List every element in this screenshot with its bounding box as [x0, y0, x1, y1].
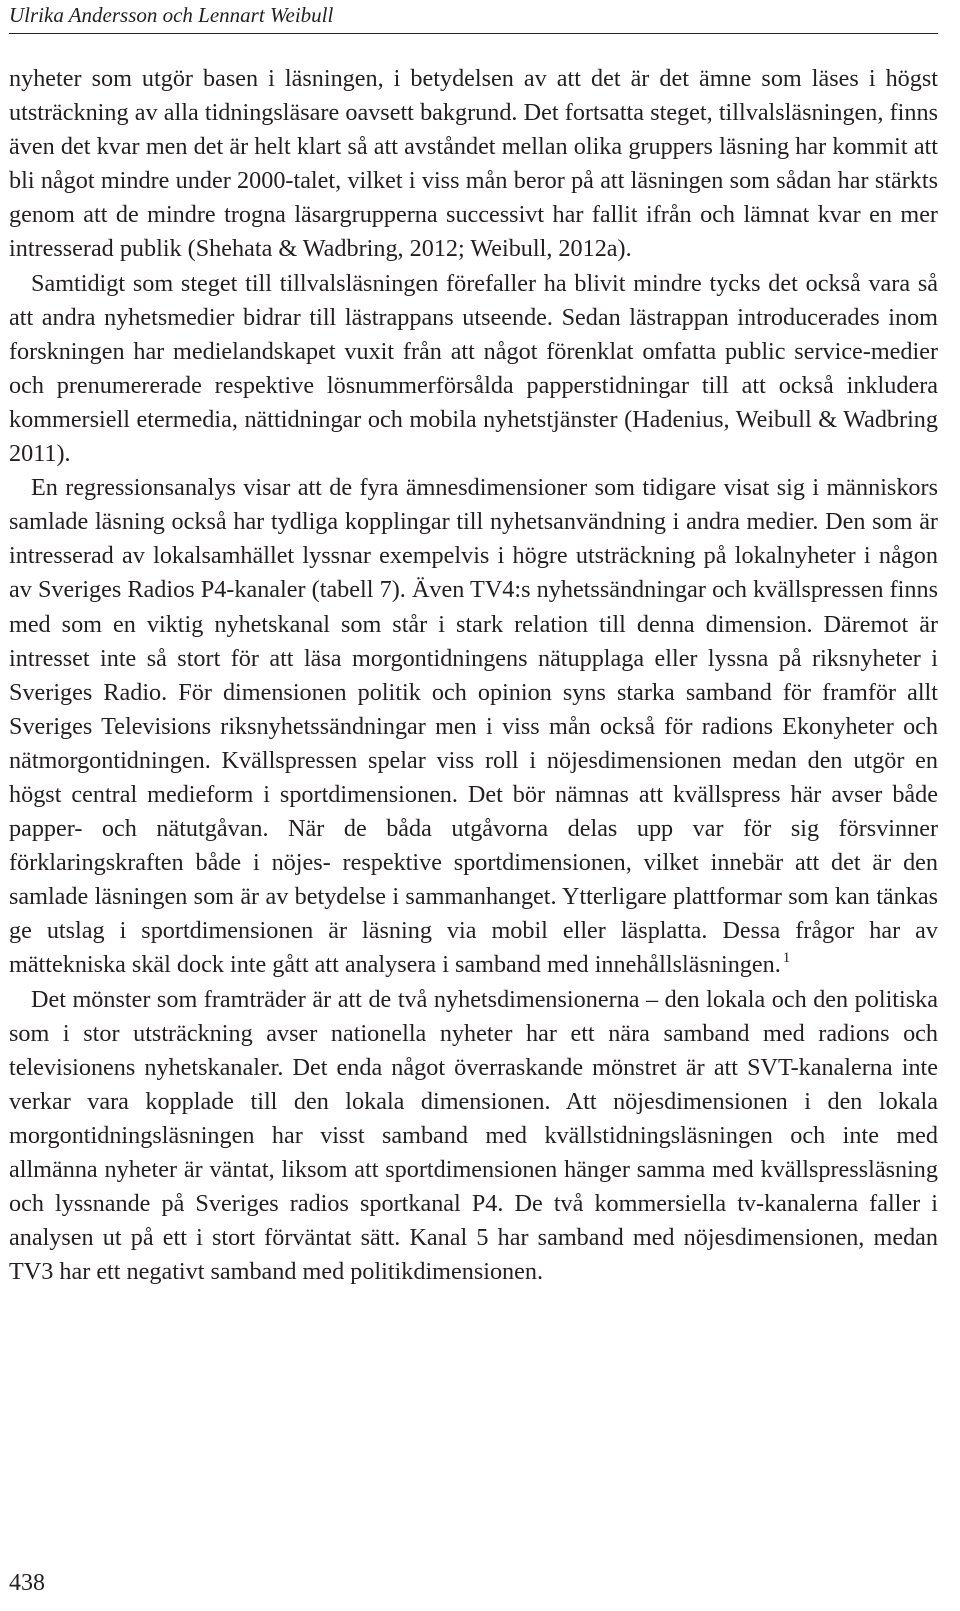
- header-rule: [9, 33, 938, 34]
- page-number: 438: [9, 1570, 45, 1596]
- paragraph-text: Det mönster som framträder är att de två nyhetsdimensionerna – den lokala och den politiska som i stor utsträckning avser nationella nyheter har ett nära samband med radions och televisionens nyhetskanaler. Det enda något överraskande mönstret är att SVT-kanalerna inte verkar vara kopplade till den lokala dimensionen. Att nöjesdimensionen i den lokala morgontidningsläsningen har visst samband med kvällstidningsläsningen och inte med allmänna nyheter är väntat, liksom att sportdimensionen hänger samma med kvällspressläsning och lyssnande på Sveriges radios sportkanal P4. De två kommersiella tv-kanalerna faller i analysen ut på ett i stort förväntat sätt. Kanal 5 har samband med nöjesdimensionen, medan TV3 har ett negativt samband med politikdimensionen.: [9, 985, 938, 1286]
- paragraph-regression-analysis: [9, 471, 938, 982]
- paragraph-continued: [9, 62, 938, 267]
- paragraph-text: nyheter som utgör basen i läsningen, i betydelsen av att det är det ämne som läses i högst utsträckning av alla tidningsläsare oavsett bakgrund. Det fortsatta steget, tillvalsläsningen, finns även det kvar men det är helt klart så att avståndet mellan olika gruppers läsning har kommit att bli något mindre under 2000-talet, vilket i viss mån beror på att läsningen som sådan har stärkts genom att de mindre trogna läsargrupperna successivt har fallit ifrån och lämnat kvar en mer intresserad publik (Shehata & Wadbring, 2012; Weibull, 2012a).: [9, 65, 938, 263]
- paragraph-text: Samtidigt som steget till tillvalsläsningen förefaller ha blivit mindre tycks det också vara så att andra nyhetsmedier bidrar till lästrappans utseende. Sedan lästrappan introducerades inom forskningen har medielandskapet vuxit från att något förenklat omfatta public service-medier och prenumererade respektive lösnummerförsålda papperstidningar till att också inkludera kommersiell etermedia, nättidningar och mobila nyhetstjänster (Hadenius, Weibull & Wadbring 2011).: [9, 269, 938, 468]
- body-text: [9, 62, 938, 1289]
- running-header: Ulrika Andersson och Lennart Weibull: [9, 3, 334, 27]
- paragraph-pattern: [9, 983, 938, 1290]
- paragraph-media-landscape: [9, 267, 938, 472]
- paragraph-text: En regressionsanalys visar att de fyra ämnesdimensioner som tidigare visat sig i människors samlade läsning också har tydliga kopplingar till nyhetsanvändning i andra medier. Den som är intresserad av lokalsamhället lyssnar exempelvis i högre utsträckning på lokalnyheter i någon av Sveriges Radios P4-kanaler (tabell 7). Även TV4:s nyhetssändningar och kvällspressen finns med som en viktig nyhetskanal som står i stark relation till denna dimension. Däremot är intresset inte så stort för att läsa morgontidningens nätupplaga eller lyssna på riksnyheter i Sveriges Radio. För dimensionen politik och opinion syns starka samband för framför allt Sveriges Televisions riksnyhetssändningar men i viss mån också för radions Ekonyheter och nätmorgontidningen. Kvällspressen spelar viss roll i nöjesdimensionen medan den utgör en högst central medieform i sportdimensionen. Det bör nämnas att kvällspress här avser både papper- och nätutgåvan. När de båda utgåvorna delas upp var för sig försvinner förklaringskraften både i nöjes- respektive sportdimensionen, vilket innebär att det är den samlade läsningen som är av betydelse i sammanhanget. Ytterligare plattformar som kan tänkas ge utslag i sportdimensionen är läsning via mobil eller läsplatta. Dessa frågor har av mättekniska skäl dock inte gått att analysera i samband med innehållsläsningen.: [9, 474, 938, 979]
- footnote-marker[interactable]: 1: [782, 950, 791, 967]
